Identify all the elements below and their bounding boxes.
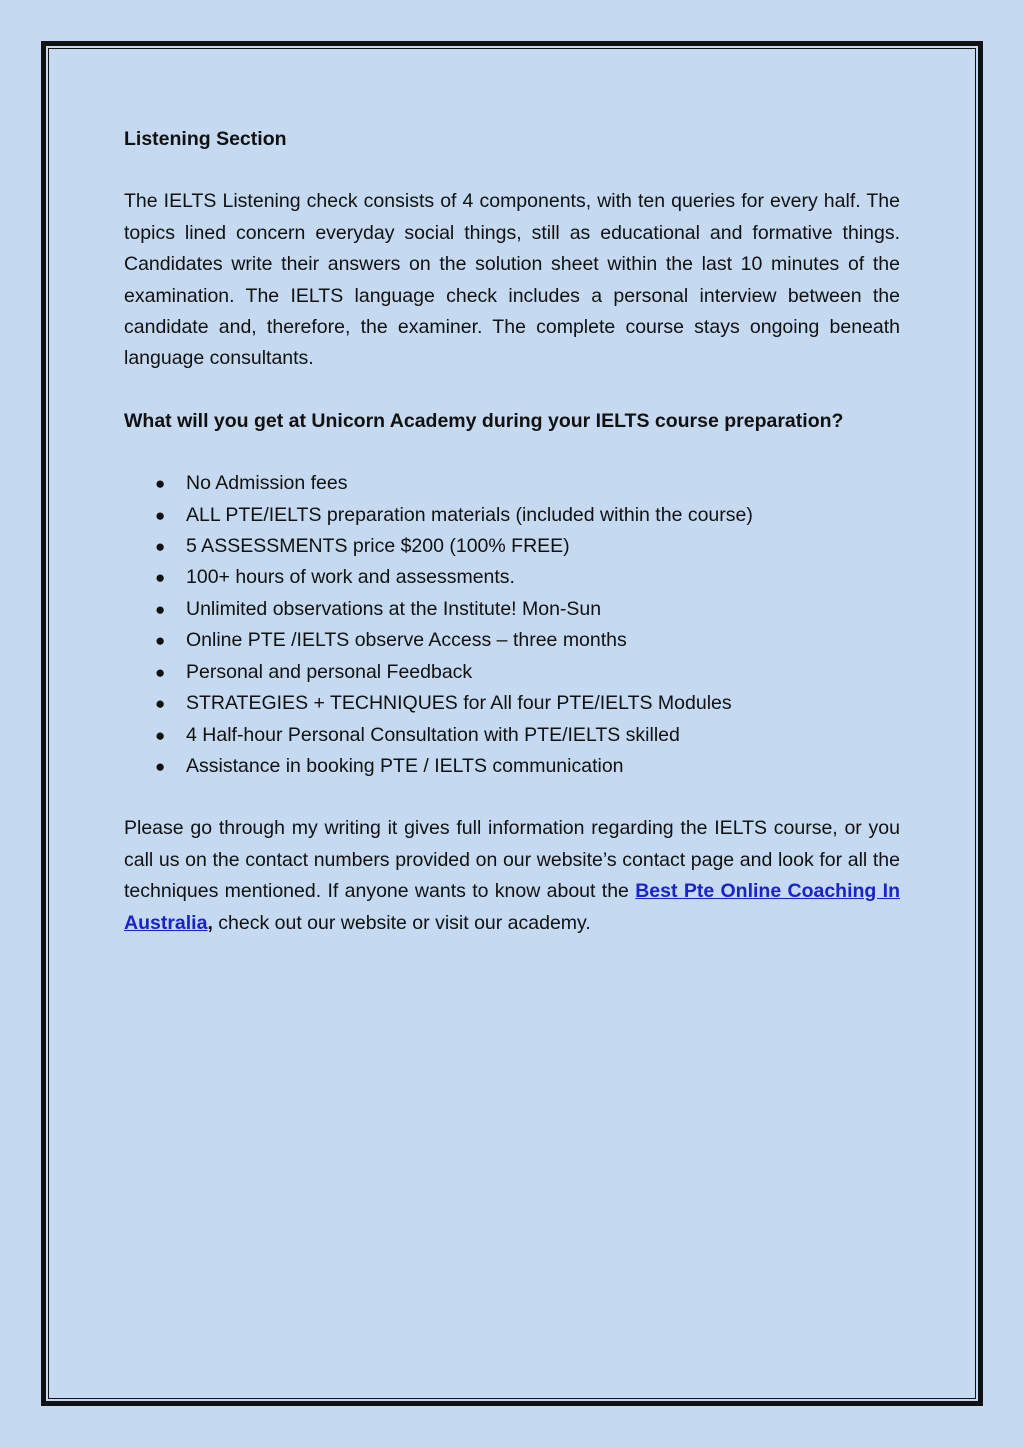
list-item bbox=[124, 531, 900, 562]
list-item-text: Online PTE /IELTS observe Access – three months bbox=[186, 629, 627, 652]
closing-paragraph bbox=[124, 813, 900, 939]
question-heading: What will you get at Unicorn Academy during your IELTS course preparation? bbox=[124, 409, 844, 432]
bullet-icon: ● bbox=[155, 505, 166, 525]
bullet-icon: ● bbox=[155, 599, 166, 619]
list-item-text: Personal and personal Feedback bbox=[186, 660, 473, 683]
link-comma: , bbox=[207, 911, 213, 934]
bullet-icon: ● bbox=[155, 474, 166, 494]
benefits-list bbox=[124, 468, 900, 782]
document-body bbox=[124, 124, 900, 970]
list-item-text: Assistance in booking PTE / IELTS communication bbox=[186, 754, 624, 777]
bullet-icon: ● bbox=[155, 694, 166, 714]
list-item bbox=[124, 562, 900, 593]
bullet-icon: ● bbox=[155, 756, 166, 776]
list-item bbox=[124, 468, 900, 499]
list-item-text: 5 ASSESSMENTS price $200 (100% FREE) bbox=[186, 535, 570, 558]
list-item bbox=[124, 625, 900, 656]
list-item bbox=[124, 594, 900, 625]
list-item bbox=[124, 751, 900, 782]
list-item-text: 100+ hours of work and assessments. bbox=[186, 566, 515, 589]
list-item-text: ALL PTE/IELTS preparation materials (included within the course) bbox=[186, 503, 753, 526]
listening-paragraph: The IELTS Listening check consists of 4 components, with ten queries for every half. The topics lined concern everyday social things, still as educational and formative things. Candidates write their answers on the solution sheet within the last 10 minutes of the examination. The IELTS language check includes a personal interview between the candidate and, therefore, the examiner. The complete course stays ongoing beneath language consultants. bbox=[124, 190, 900, 370]
bullet-icon: ● bbox=[155, 662, 166, 682]
list-item bbox=[124, 500, 900, 531]
section-heading: Listening Section bbox=[124, 128, 287, 150]
list-item-text: Unlimited observations at the Institute! Mon-Sun bbox=[186, 597, 602, 620]
bullet-icon: ● bbox=[155, 568, 166, 588]
list-item-text: STRATEGIES + TECHNIQUES for All four PTE/IELTS Modules bbox=[186, 692, 732, 715]
list-item-text: No Admission fees bbox=[186, 472, 348, 495]
list-item bbox=[124, 688, 900, 719]
closing-text-end: check out our website or visit our academy. bbox=[212, 911, 591, 934]
list-item-text: 4 Half-hour Personal Consultation with PTE/IELTS skilled bbox=[186, 723, 680, 746]
bullet-icon: ● bbox=[155, 537, 166, 557]
best-pte-coaching-link[interactable]: Best Pte Online Coaching In Australia bbox=[124, 880, 900, 934]
list-item bbox=[124, 657, 900, 688]
bullet-icon: ● bbox=[155, 725, 166, 745]
bullet-icon: ● bbox=[155, 631, 166, 651]
list-item bbox=[124, 720, 900, 751]
closing-text-start: Please go through my writing it gives full information regarding the IELTS course, or you call us on the contact numbers provided on our website’s contact page and look for all the techniques mentioned. If anyone wants to know about the bbox=[124, 817, 900, 903]
